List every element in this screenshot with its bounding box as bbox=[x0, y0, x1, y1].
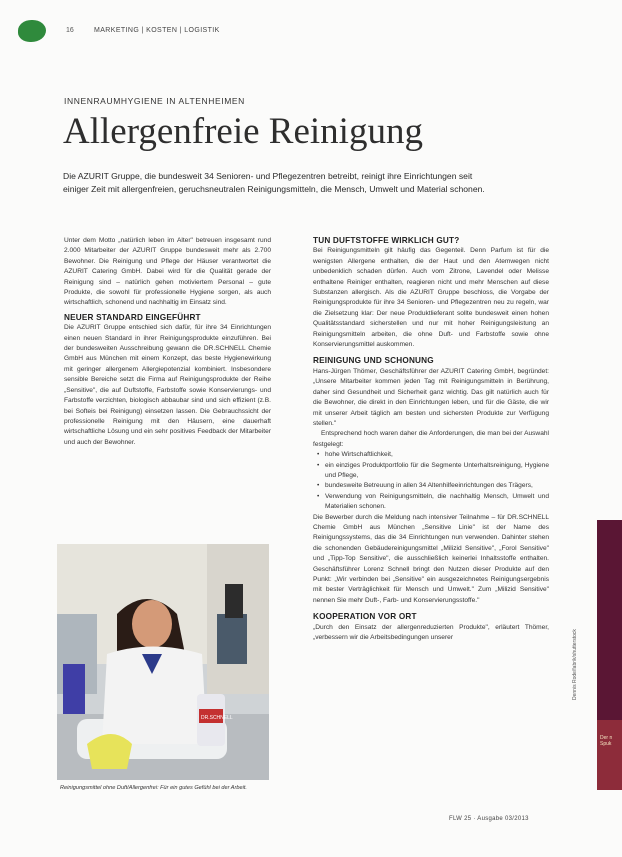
sensitive-paragraph: Die Bewerber durch die Meldung nach intensiver Teilnahme – für DR.SCHNELL Chemie GmbH aus München „Sensitive Linie" ist der Name des Reinigungssystems, das die 34 Einrichtungen nun verwenden. Dahinter stehen die schonenden Gebäudereinigungsmittel „Milizid Sensitive", „Forol Sensitive" und „Tipp-Top Sensitive", die ausschließlich keinerlei Inhaltsstoffe enthalten. Geschäftsführer Lorenz Schnell bringt den Nutzen dieser Produkte auf den Punkt: „Wir verbinden bei „Sensitive" ein ausgezeichnetes Reinigungsergebnis mit bester Verträglichkeit für Mensch und Umwelt." Zum „Milizid Sensitive" nennen Sie mehr Duft-, Farb- und Konservierungsstoffe." bbox=[313, 513, 549, 604]
right-column bbox=[313, 236, 549, 643]
page-footer: FLW 25 · Ausgabe 03/2013 bbox=[449, 816, 529, 822]
section-heading-reinigung: REINIGUNG UND SCHONUNG bbox=[313, 356, 434, 366]
article-photo bbox=[57, 544, 269, 780]
article-title: Allergenfreie Reinigung bbox=[63, 111, 423, 152]
section-heading-standard: NEUER STANDARD EINGEFÜHRT bbox=[64, 312, 201, 322]
edge-text-line: Spuk bbox=[600, 741, 612, 747]
list-item: • bundesweite Betreuung in allen 34 Altenhilfeeinrichtungen des Trägers, bbox=[325, 481, 549, 491]
standard-paragraph: Die AZURIT Gruppe entschied sich dafür, für ihre 34 Einrichtungen einen neuen Standard in ihrer Reinigungsprodukte einzuführen. Bei der bundesweiten Ausschreibung gewann die DR.SCHNELL Chemie GmbH aus München mit einem Konzept, das beste Hygienewirkung mit geringer allergenem Allergiepotenzial kombiniert. Insbesondere sensible Bereiche setzt die Firma auf Reinigungsprodukte der Reihe „Sensitive", die auf Duftstoffe, Farbstoffe sowie Konservierungs- und Farbstoffe verzichten, biologisch abbaubar sind und sich effizient (z.B. bei Softeis bei Reinigung) einsetzen lassen. Die Gebrauchssicht der professionelle Reinigung mit den Häusern, eine dauerhaft wirtschaftliche Lösung und ein sehr positives Feedback der Mitarbeiter und auch der Bewohner. bbox=[64, 324, 271, 446]
bottle-label: DR.SCHNELL bbox=[201, 715, 233, 721]
intro-paragraph: Unter dem Motto „natürlich leben im Alter" betreuen insgesamt rund 2.000 Mitarbeiter der AZURIT Gruppe bundesweit mehr als 2.700 Bewohner. Die Reinigung und Pflege der Häuser verantwortet die AZURIT Catering GmbH. Dabei wird für die Qualität gerade der Reinigung sind – natürlich gehen motiviertem Personal – gute Produkte, die sowohl für professionelle Hygiene sorgen, als auch wirtschaftlich, schonend und nachhaltig im Einsatz sind. bbox=[64, 237, 271, 307]
list-item: • Verwendung von Reinigungsmitteln, die nachhaltig Mensch, Umwelt und Materialien schonen. bbox=[325, 492, 549, 513]
reinigung-paragraph: Hans-Jürgen Thömer, Geschäftsführer der AZURIT Catering GmbH, begründet: „Unsere Mitarbeiter kommen jeden Tag mit Reinigungsmitteln in Berührung, daher sind Gesundheit und Sicherheit ganz wichtig. Das gilt natürlich auch für die Bewohner, die direkt in den Einrichtungen leben, und für die Gäste, die wir mit unserer Arbeit täglich am besten und sichersten Produkte zur Verfügung stellen." bbox=[313, 367, 549, 427]
left-column bbox=[64, 236, 271, 448]
list-item: • hohe Wirtschaftlichkeit, bbox=[325, 450, 549, 460]
photo-credit-vertical: Dennis Rode/fabrik/shutterstock bbox=[572, 629, 578, 700]
list-item: • ein einziges Produktportfolio für die Segmente Unterhaltsreinigung, Hygiene und Pflege, bbox=[325, 461, 549, 482]
adjacent-page-text bbox=[600, 735, 612, 747]
adjacent-page-edge bbox=[597, 520, 622, 720]
requirements-intro: Entsprechend hoch waren daher die Anforderungen, die man bei der Auswahl festgelegt: bbox=[313, 430, 549, 448]
page-number: 16 bbox=[66, 27, 74, 34]
adjacent-page-edge-lower bbox=[597, 720, 622, 790]
article-lead: Die AZURIT Gruppe, die bundesweit 34 Senioren- und Pflegezentren betreibt, reinigt ihre Einrichtungen seit einiger Zeit mit allergenfreien, geruchsneutralen Reinigungsmitteln, die Mensch, Umwelt und Material schonen. bbox=[63, 171, 485, 194]
kooperation-paragraph: „Durch den Einsatz der allergenreduzierten Produkte", erläutert Thömer, „verbessern wir die Arbeitsbedingungen unserer bbox=[313, 623, 549, 642]
running-head-section: MARKETING | KOSTEN | LOGISTIK bbox=[94, 27, 220, 34]
duftstoffe-paragraph: Bei Reinigungsmitteln gilt häufig das Gegenteil. Denn Parfum ist für die wenigsten Allergene enthalten, die der Haut und den Atemwegen nicht unbedenklich schaden dürfen. Auch vom Zitrone, Lavendel oder Melisse enthaltene Reiniger enthalten, reagieren nicht und mehr Menschen auf diese Substanzen allergisch. Als die AZURIT Gruppe beschloss, die Vorgabe der Reinigungsprodukte für ihre 34 Senioren- und Pflegezentren neu zu regeln, war die Zielsetzung klar: Der neue Produktlieferant sollte bundesweit einen hohen Qualitätsstandard sicherstellen und nur mit hoher Reinigungsleistung an Reinigungsmitteln arbeiten, die ohne Duft- und Farbstoffe sowie ohne Konservierungsmittel auskommen. bbox=[313, 247, 549, 349]
article-kicker: INNENRAUMHYGIENE IN ALTENHEIMEN bbox=[64, 96, 245, 106]
requirements-list bbox=[313, 450, 549, 512]
section-heading-duftstoffe: TUN DUFTSTOFFE WIRKLICH GUT? bbox=[313, 236, 460, 245]
photo-caption: Reinigungsmittel ohne Duft/Allergenfrei: Für ein gutes Gefühl bei der Arbeit. bbox=[60, 785, 247, 791]
edge-text-line: Der n bbox=[600, 735, 613, 741]
cleaning-staff-photo bbox=[57, 544, 269, 780]
section-marker-dot bbox=[18, 20, 46, 42]
section-heading-kooperation: KOOPERATION VOR ORT bbox=[313, 612, 417, 622]
